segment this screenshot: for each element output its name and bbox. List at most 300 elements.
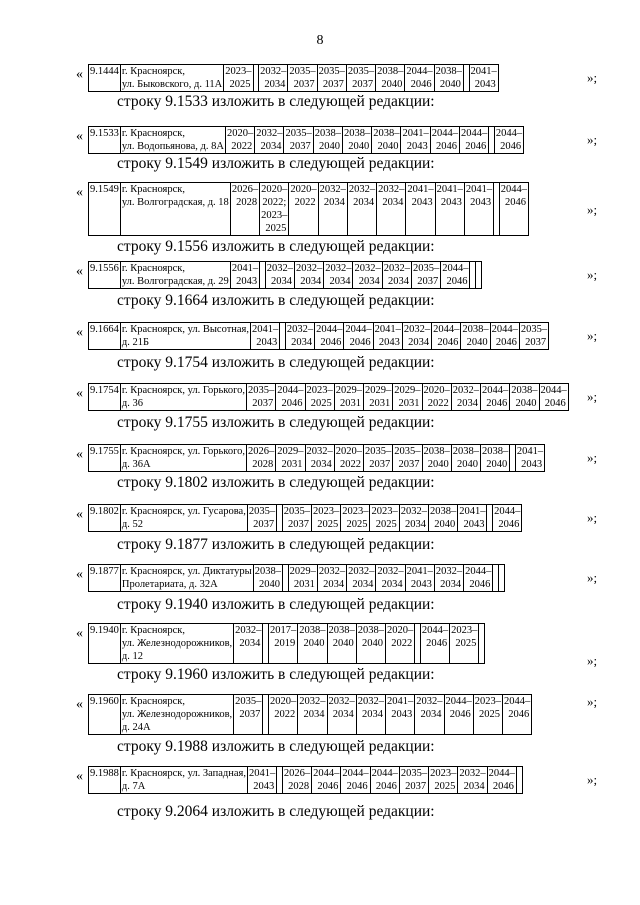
quote-close-mark: »; — [587, 450, 598, 465]
quote-open-mark: « — [76, 325, 83, 340]
period-value: 2040 — [457, 459, 479, 470]
period-value: 2037 — [398, 459, 420, 470]
period-value: 2041– — [516, 446, 544, 457]
period-cell — [234, 624, 263, 664]
period-value: 2025 — [375, 519, 397, 530]
period-value: 2044– — [345, 324, 372, 335]
table-row — [89, 127, 524, 154]
period-value: 2034 — [332, 709, 354, 720]
period-value: 2038– — [511, 385, 538, 396]
table-row — [89, 695, 532, 735]
quote-open-mark: « — [76, 67, 83, 82]
period-cell — [402, 323, 431, 350]
period-value: 2040 — [381, 79, 403, 90]
period-cell — [269, 624, 298, 664]
period-cell — [490, 323, 519, 350]
period-value: 2032– — [383, 263, 410, 274]
period-cell — [434, 565, 463, 592]
period-cell — [434, 65, 463, 92]
period-value: 2046 — [495, 337, 517, 348]
period-cell — [401, 127, 430, 154]
period-value: 2032– — [377, 566, 404, 577]
row-address — [120, 323, 250, 350]
period-value: 2034 — [291, 337, 313, 348]
period-cell — [370, 505, 399, 532]
row-address — [120, 262, 230, 289]
period-cell — [282, 505, 311, 532]
quote-close-mark: »; — [587, 570, 598, 585]
period-cell — [429, 767, 458, 794]
period-value: 2044– — [277, 385, 304, 396]
period-value: 2040 — [318, 141, 340, 152]
period-cell — [399, 767, 428, 794]
row-address — [120, 565, 253, 592]
period-value: 2026– — [231, 184, 259, 195]
instruction-line: строку 9.1754 изложить в следующей редакции: — [117, 354, 435, 371]
period-value: 2031 — [369, 398, 391, 409]
period-cell — [393, 384, 422, 411]
period-value: 2044– — [445, 696, 472, 707]
period-cell — [476, 262, 482, 289]
period-value: 2028 — [252, 459, 274, 470]
address-line: ул. Водопьянова, д. 8А — [121, 141, 224, 152]
period-cell — [451, 384, 480, 411]
period-cell — [289, 183, 318, 236]
quote-open-mark: « — [76, 129, 83, 144]
table-row — [89, 183, 529, 236]
row-address — [120, 384, 246, 411]
period-cell — [260, 183, 289, 236]
quote-open-mark: « — [76, 264, 83, 279]
period-value: 2040 — [427, 459, 449, 470]
period-cell — [356, 624, 385, 664]
period-value: 2040 — [303, 638, 325, 649]
period-value: 2023– — [312, 506, 340, 517]
period-value: 2043 — [378, 337, 400, 348]
period-value: 2020– — [423, 385, 450, 396]
period-cell — [499, 183, 528, 236]
period-value: 2038– — [314, 128, 341, 139]
period-value: 2023– — [225, 66, 252, 77]
period-value: 2031 — [293, 579, 315, 590]
row-number: 9.1549 — [89, 183, 121, 236]
period-value: 2034 — [387, 276, 409, 287]
period-cell — [298, 624, 327, 664]
period-cell — [515, 445, 544, 472]
period-value: 2044– — [495, 128, 523, 139]
period-value: 2023– — [474, 696, 502, 707]
period-value: 2046 — [317, 781, 339, 792]
period-value: 2035– — [318, 66, 345, 77]
instruction-line: строку 9.1988 изложить в следующей редакции: — [117, 738, 435, 755]
period-cell — [315, 323, 344, 350]
period-value: 2032– — [357, 696, 385, 707]
period-cell — [393, 445, 422, 472]
period-cell — [382, 262, 411, 289]
period-value: 2041– — [465, 184, 493, 195]
period-value: 2025 — [229, 79, 251, 90]
period-value: 2041– — [459, 506, 486, 517]
period-value: 2020– — [226, 128, 254, 139]
period-value: 2020– — [335, 446, 363, 457]
period-cell — [341, 505, 370, 532]
period-cell — [294, 262, 323, 289]
record-table — [88, 383, 569, 411]
period-value: 2034 — [404, 519, 426, 530]
period-cell — [288, 565, 317, 592]
period-value: 2043 — [440, 197, 462, 208]
period-cell — [298, 695, 327, 735]
period-cell — [347, 565, 376, 592]
period-value: 2044– — [500, 184, 527, 195]
period-cell — [265, 262, 294, 289]
period-value: 2032– — [325, 263, 352, 274]
period-value: 2044– — [460, 128, 488, 139]
period-value: 2046 — [349, 337, 371, 348]
record-table — [88, 504, 522, 532]
period-cell — [327, 624, 356, 664]
period-value: 2025 — [455, 638, 477, 649]
period-cell — [377, 183, 406, 236]
period-value: 2029– — [289, 566, 316, 577]
period-value: 2034 — [323, 579, 345, 590]
period-value: 2031 — [340, 398, 362, 409]
address-line: г. Красноярск, — [121, 696, 185, 707]
address-line: г. Красноярск, ул. Высотная, — [121, 324, 250, 335]
table-row — [89, 445, 545, 472]
quote-close-mark: »; — [587, 510, 598, 525]
period-cell — [510, 384, 539, 411]
period-value: 2038– — [377, 66, 404, 77]
row-address — [120, 624, 233, 664]
period-cell — [479, 624, 485, 664]
period-cell — [411, 262, 440, 289]
address-line: г. Красноярск, — [121, 66, 185, 77]
period-value: 2035– — [412, 263, 440, 274]
period-cell — [432, 323, 461, 350]
period-value: 2022 — [427, 398, 449, 409]
period-cell — [444, 695, 473, 735]
period-value: 2044– — [421, 625, 449, 636]
period-value: 2032– — [354, 263, 381, 274]
period-cell — [420, 624, 449, 664]
period-value: 2046 — [486, 398, 508, 409]
period-value: 2023– — [306, 385, 333, 396]
instruction-line: строку 9.2064 изложить в следующей редакции: — [117, 803, 435, 820]
instruction-line: строку 9.1755 изложить в следующей редакции: — [117, 414, 435, 431]
address-line: г. Красноярск, — [121, 128, 185, 139]
period-cell — [251, 323, 280, 350]
period-value: 2038– — [357, 625, 385, 636]
period-cell — [248, 767, 277, 794]
address-line: г. Красноярск, ул. Гусарова, — [121, 506, 246, 517]
period-value: 2037 — [417, 276, 439, 287]
table-row — [89, 323, 549, 350]
row-number: 9.1802 — [89, 505, 121, 532]
period-value: 2046 — [504, 197, 526, 208]
period-value: 2035– — [285, 128, 312, 139]
period-value: 2044– — [540, 385, 567, 396]
period-value: 2032– — [435, 566, 463, 577]
period-value: 2037 — [239, 709, 261, 720]
period-value: 2046 — [498, 519, 520, 530]
row-address — [120, 127, 225, 154]
period-value: 2032– — [400, 506, 427, 517]
period-value: 2043 — [410, 579, 432, 590]
period-value: 2032– — [459, 768, 486, 779]
period-value: 2038– — [328, 625, 355, 636]
period-value: 2022 — [274, 709, 296, 720]
period-cell — [376, 565, 405, 592]
period-value: 2043 — [253, 781, 275, 792]
period-value: 2044– — [482, 385, 509, 396]
table-row — [89, 65, 499, 92]
period-value: 2041– — [252, 324, 279, 335]
period-value: 2032– — [256, 128, 283, 139]
period-value: 2044– — [488, 768, 515, 779]
period-value: 2034 — [260, 141, 282, 152]
address-line: д. 12 — [121, 651, 143, 662]
instruction-line: строку 9.1556 изложить в следующей редакции: — [117, 238, 435, 255]
row-number: 9.1877 — [89, 565, 121, 592]
period-cell — [353, 262, 382, 289]
period-value: 2028 — [288, 781, 310, 792]
period-value: 2031 — [398, 398, 420, 409]
period-value: 2043 — [256, 337, 278, 348]
address-line: ул. Быковского, д. 11А — [121, 79, 223, 90]
period-value: 2032– — [299, 696, 326, 707]
period-cell — [473, 695, 502, 735]
quote-close-mark: »; — [587, 694, 598, 709]
period-value: 2038– — [373, 128, 400, 139]
period-cell — [461, 323, 490, 350]
period-cell — [317, 565, 346, 592]
table-row — [89, 767, 523, 794]
period-value: 2022; — [262, 197, 287, 208]
period-value: 2035– — [520, 324, 548, 335]
period-value: 2032– — [328, 696, 355, 707]
record-table — [88, 694, 532, 735]
row-number: 9.1556 — [89, 262, 121, 289]
period-cell — [370, 767, 399, 794]
period-cell — [405, 65, 434, 92]
address-line: д. 36А — [121, 459, 151, 470]
period-value: 2031 — [281, 459, 303, 470]
period-value: 2040 — [466, 337, 488, 348]
period-cell — [247, 505, 276, 532]
table-row — [89, 624, 485, 664]
period-value: 2034 — [358, 276, 380, 287]
period-value: 2046 — [437, 337, 459, 348]
page-number: 8 — [316, 33, 324, 48]
record-table — [88, 126, 524, 154]
period-value: 2043 — [406, 141, 428, 152]
period-value: 2041– — [374, 324, 401, 335]
period-value: 2034 — [329, 276, 351, 287]
period-value: 2040 — [348, 141, 370, 152]
period-value: 2032– — [348, 184, 376, 195]
period-cell — [305, 384, 334, 411]
row-number: 9.1755 — [89, 445, 121, 472]
period-value: 2034 — [264, 79, 286, 90]
period-value: 2035– — [248, 506, 276, 517]
period-value: 2032– — [403, 324, 431, 335]
period-value: 2044– — [313, 768, 340, 779]
quote-open-mark: « — [76, 567, 83, 582]
instruction-line: строку 9.1802 изложить в следующей редакции: — [117, 474, 435, 491]
address-line: Пролетариата, д. 32А — [121, 579, 218, 590]
quote-close-mark: »; — [587, 267, 598, 282]
period-value: 2032– — [266, 263, 293, 274]
period-value: 2034 — [381, 579, 403, 590]
table-row — [89, 384, 569, 411]
instruction-line: строку 9.1960 изложить в следующей редакции: — [117, 666, 435, 683]
period-value: 2044– — [491, 324, 518, 335]
period-value: 2035– — [235, 696, 262, 707]
period-cell — [285, 323, 314, 350]
record-table — [88, 444, 545, 472]
address-line: д. 21Б — [121, 337, 149, 348]
period-cell — [318, 183, 347, 236]
address-line: г. Красноярск, — [121, 625, 185, 636]
period-cell — [494, 127, 523, 154]
period-value: 2038– — [423, 446, 450, 457]
period-value: 2038– — [343, 128, 371, 139]
period-cell — [469, 65, 498, 92]
period-value: 2046 — [346, 781, 368, 792]
row-number: 9.1444 — [89, 65, 121, 92]
period-cell — [234, 695, 263, 735]
quote-open-mark: « — [76, 626, 83, 641]
period-value: 2025 — [434, 781, 456, 792]
period-value: 2022 — [340, 459, 362, 470]
period-cell — [459, 127, 488, 154]
period-value: 2026– — [248, 446, 275, 457]
address-line: г. Красноярск, ул. Горького, — [121, 385, 246, 396]
period-cell — [481, 445, 510, 472]
period-value: 2034 — [353, 197, 375, 208]
quote-open-mark: « — [76, 769, 83, 784]
period-value: 2044– — [316, 324, 343, 335]
period-cell — [313, 127, 342, 154]
address-line: г. Красноярск, — [121, 263, 185, 274]
period-cell — [458, 505, 487, 532]
period-cell — [334, 384, 363, 411]
period-value: 2043 — [391, 709, 413, 720]
address-line: г. Красноярск, ул. Диктатуры — [121, 566, 252, 577]
period-value: 2041– — [407, 184, 434, 195]
record-table — [88, 623, 485, 664]
instruction-line: строку 9.1877 изложить в следующей редакции: — [117, 536, 435, 553]
period-value: 2034 — [382, 197, 404, 208]
period-cell — [334, 445, 363, 472]
period-value: 2020– — [290, 184, 317, 195]
period-value: 2038– — [299, 625, 326, 636]
period-value: 2035– — [347, 66, 375, 77]
period-value: 2040 — [434, 519, 456, 530]
period-value: 2040 — [486, 459, 508, 470]
quote-close-mark: »; — [587, 389, 598, 404]
period-cell — [305, 445, 334, 472]
period-value: 2037 — [289, 141, 311, 152]
period-value: 2019 — [274, 638, 296, 649]
period-value: 2034 — [239, 638, 261, 649]
period-value: 2041– — [249, 768, 276, 779]
row-address — [120, 445, 246, 472]
period-cell — [255, 127, 284, 154]
period-cell — [428, 505, 457, 532]
record-table — [88, 261, 482, 289]
period-value: 2040 — [258, 579, 280, 590]
row-address — [120, 767, 247, 794]
period-value: 2043 — [236, 276, 258, 287]
record-table — [88, 766, 523, 794]
period-value: 2046 — [426, 638, 448, 649]
period-value: 2032– — [235, 625, 262, 636]
period-value: 2046 — [446, 276, 468, 287]
address-line: д. 7А — [121, 781, 146, 792]
period-value: 2017– — [270, 625, 297, 636]
period-cell — [344, 323, 373, 350]
quote-close-mark: »; — [587, 772, 598, 787]
quote-close-mark: »; — [587, 132, 598, 147]
period-value: 2032– — [260, 66, 287, 77]
quote-open-mark: « — [76, 185, 83, 200]
row-number: 9.1988 — [89, 767, 121, 794]
period-value: 2034 — [270, 276, 292, 287]
period-cell — [311, 505, 340, 532]
period-value: 2034 — [362, 709, 384, 720]
period-value: 2034 — [440, 579, 462, 590]
period-value: 2035– — [400, 768, 428, 779]
period-value: 2044– — [431, 128, 458, 139]
period-cell — [372, 127, 401, 154]
period-value: 2038– — [462, 324, 489, 335]
period-cell — [230, 183, 259, 236]
period-value: 2034 — [408, 337, 430, 348]
period-cell — [519, 323, 548, 350]
period-value: 2037 — [252, 398, 274, 409]
period-cell — [317, 65, 346, 92]
period-cell — [493, 505, 522, 532]
period-value: 2044– — [442, 263, 469, 274]
period-cell — [376, 65, 405, 92]
period-value: 2026– — [283, 768, 311, 779]
period-value: 2025 — [265, 223, 287, 234]
period-value: 2037 — [287, 519, 309, 530]
period-cell — [406, 183, 435, 236]
period-cell — [276, 384, 305, 411]
period-cell — [422, 384, 451, 411]
period-value: 2022 — [391, 638, 413, 649]
period-value: 2043 — [470, 197, 492, 208]
row-address — [120, 183, 230, 236]
period-value: 2032– — [318, 566, 346, 577]
period-value: 2046 — [492, 781, 514, 792]
period-value: 2046 — [500, 141, 522, 152]
record-table — [88, 322, 549, 350]
period-cell — [435, 183, 464, 236]
period-cell — [458, 767, 487, 794]
period-value: 2023– — [451, 625, 478, 636]
period-value: 2041– — [436, 184, 463, 195]
record-table — [88, 182, 529, 236]
period-cell — [327, 695, 356, 735]
period-value: 2037 — [369, 459, 391, 470]
period-value: 2025 — [317, 519, 339, 530]
quote-close-mark: »; — [587, 653, 598, 668]
address-line: г. Красноярск, ул. Горького, — [121, 446, 246, 457]
